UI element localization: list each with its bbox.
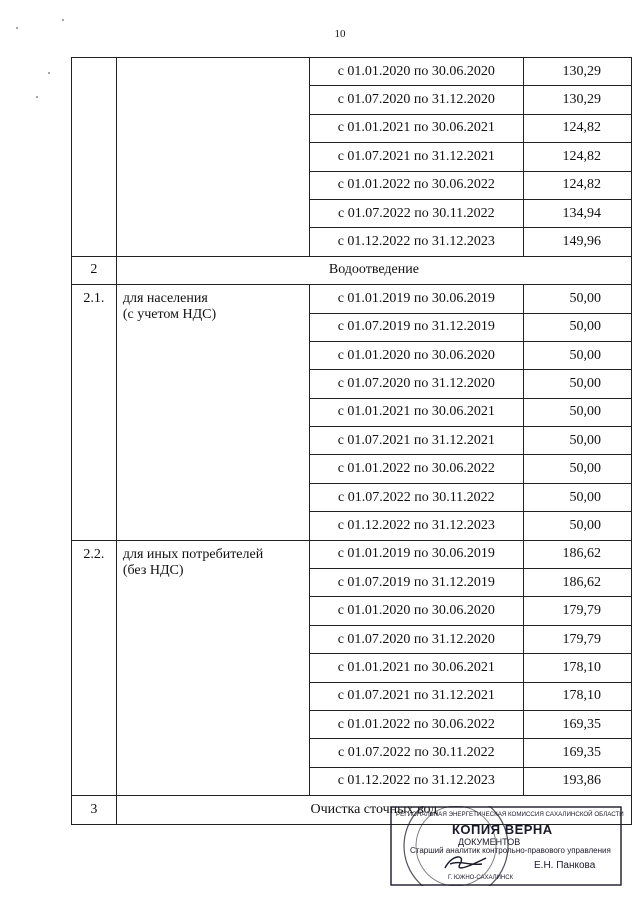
tariff-value-cell: 50,00 [523, 455, 631, 483]
tariff-value-cell: 193,86 [523, 767, 631, 795]
section-title: Водоотведение [116, 256, 631, 284]
table-row [72, 285, 632, 313]
row-number-cell [72, 58, 117, 257]
section-row [72, 256, 632, 284]
stamp-dept: ДОКУМЕНТОВ [458, 837, 521, 847]
period-cell: с 01.01.2022 по 30.06.2022 [310, 171, 523, 199]
tariff-value-cell: 124,82 [523, 171, 631, 199]
scan-speck [62, 19, 64, 21]
section-number: 2 [72, 256, 117, 284]
period-cell: с 01.07.2021 по 31.12.2021 [310, 427, 523, 455]
tariff-value-cell: 50,00 [523, 285, 631, 313]
tariff-value-cell: 124,82 [523, 114, 631, 142]
group-number: 2.1. [72, 285, 117, 541]
tariff-value-cell: 178,10 [523, 654, 631, 682]
stamp-org: РЕГИОНАЛЬНАЯ ЭНЕРГЕТИЧЕСКАЯ КОМИССИЯ САХАЛИНСКОЙ ОБЛАСТИ [396, 811, 624, 818]
period-cell: с 01.07.2020 по 31.12.2020 [310, 370, 523, 398]
group-description-line: (без НДС) [122, 562, 184, 578]
table-row [72, 540, 632, 568]
page-number: 10 [334, 28, 346, 40]
period-cell: с 01.12.2022 по 31.12.2023 [310, 512, 523, 540]
period-cell: с 01.07.2021 по 31.12.2021 [310, 682, 523, 710]
tariff-value-cell: 186,62 [523, 569, 631, 597]
group-description-line: для иных потребителей [122, 546, 264, 562]
tariff-value-cell: 50,00 [523, 512, 631, 540]
group-description [116, 285, 309, 541]
tariff-value-cell: 130,29 [523, 86, 631, 114]
period-cell: с 01.07.2021 по 31.12.2021 [310, 143, 523, 171]
tariff-value-cell: 124,82 [523, 143, 631, 171]
period-cell: с 01.01.2021 по 30.06.2021 [310, 114, 523, 142]
period-cell: с 01.07.2020 по 31.12.2020 [310, 86, 523, 114]
tariff-value-cell: 50,00 [523, 483, 631, 511]
period-cell: с 01.07.2020 по 31.12.2020 [310, 625, 523, 653]
period-cell: с 01.01.2021 по 30.06.2021 [310, 654, 523, 682]
period-cell: с 01.12.2022 по 31.12.2023 [310, 228, 523, 256]
period-cell: с 01.07.2019 по 31.12.2019 [310, 569, 523, 597]
stamp-city: Г. ЮЖНО-САХАЛИНСК [448, 875, 514, 881]
period-cell: с 01.01.2020 по 30.06.2020 [310, 597, 523, 625]
tariff-value-cell: 50,00 [523, 370, 631, 398]
scan-speck [16, 27, 18, 29]
tariff-table [71, 57, 632, 825]
stamp-name: Е.Н. Панкова [534, 860, 596, 871]
scan-speck [36, 96, 38, 98]
tariff-value-cell: 169,35 [523, 739, 631, 767]
period-cell: с 01.01.2019 по 30.06.2019 [310, 285, 523, 313]
tariff-value-cell: 179,79 [523, 625, 631, 653]
section-row [72, 796, 632, 824]
row-description-cell [116, 58, 309, 257]
group-description-line: для населения [122, 291, 208, 307]
period-cell: с 01.07.2022 по 30.11.2022 [310, 483, 523, 511]
period-cell: с 01.07.2022 по 30.11.2022 [310, 199, 523, 227]
tariff-value-cell: 178,10 [523, 682, 631, 710]
period-cell: с 01.12.2022 по 31.12.2023 [310, 767, 523, 795]
period-cell: с 01.01.2021 по 30.06.2021 [310, 398, 523, 426]
table-row [72, 58, 632, 86]
period-cell: с 01.01.2019 по 30.06.2019 [310, 540, 523, 568]
tariff-value-cell: 169,35 [523, 710, 631, 738]
tariff-value-cell: 186,62 [523, 540, 631, 568]
stamp-position: Старший аналитик контрольно-правового управления [410, 846, 611, 855]
group-description [116, 540, 309, 796]
group-description-line: (с учетом НДС) [122, 307, 217, 323]
section-title: Очистка сточных вод [116, 796, 631, 824]
period-cell: с 01.07.2022 по 30.11.2022 [310, 739, 523, 767]
tariff-value-cell: 50,00 [523, 427, 631, 455]
tariff-value-cell: 50,00 [523, 341, 631, 369]
tariff-value-cell: 149,96 [523, 228, 631, 256]
period-cell: с 01.01.2022 по 30.06.2022 [310, 710, 523, 738]
tariff-value-cell: 134,94 [523, 199, 631, 227]
group-number: 2.2. [72, 540, 117, 796]
scan-speck [48, 72, 50, 74]
period-cell: с 01.07.2019 по 31.12.2019 [310, 313, 523, 341]
signature [445, 857, 486, 868]
tariff-table-body [72, 58, 632, 825]
period-cell: с 01.01.2020 по 30.06.2020 [310, 341, 523, 369]
tariff-value-cell: 130,29 [523, 58, 631, 86]
section-number: 3 [72, 796, 117, 824]
tariff-value-cell: 179,79 [523, 597, 631, 625]
period-cell: с 01.01.2022 по 30.06.2022 [310, 455, 523, 483]
period-cell: с 01.01.2020 по 30.06.2020 [310, 58, 523, 86]
tariff-value-cell: 50,00 [523, 313, 631, 341]
stamp-copy-label: КОПИЯ ВЕРНА [452, 822, 553, 837]
tariff-value-cell: 50,00 [523, 398, 631, 426]
